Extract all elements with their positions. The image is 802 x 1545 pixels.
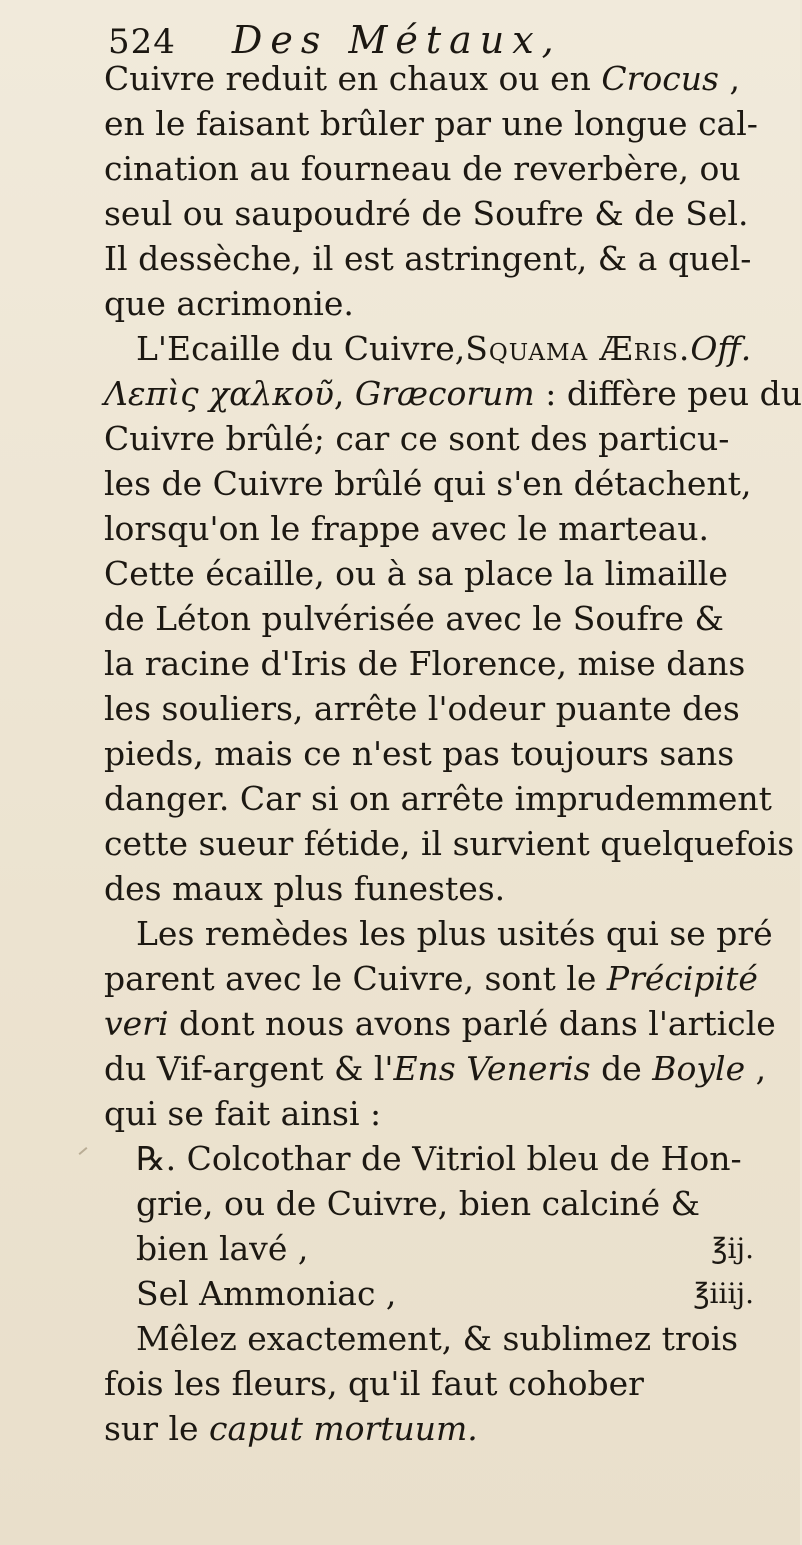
text-line: seul ou saupoudré de Soufre & de Sel. [104,194,749,233]
italic-term: Ens Veneris [393,1049,591,1088]
text-line [104,956,774,1001]
italic-term: caput mortuum. [209,1409,478,1448]
text-span: dont nous avons parlé dans l'article [168,1004,776,1043]
text-line: danger. Car si on arrête imprudemment [104,779,772,818]
recipe-quantity: ℥ij. [711,1232,754,1265]
italic-term: veri [104,1004,169,1043]
recipe-icon: ℞. [136,1139,177,1178]
text-line: pieds, mais ce n'est pas toujours sans [104,734,735,773]
text-line: les souliers, arrête l'odeur puante des [104,689,740,728]
italic-term: Græcorum [354,374,535,413]
text-line: en le faisant brûler par une longue cal- [104,104,758,143]
recipe-line: fois les fleurs, qu'il faut cohober [104,1364,644,1403]
text-line: des maux plus funestes. [104,869,506,908]
ingredient-name: Sel Ammoniac , [136,1274,397,1313]
italic-term: Précipité [606,959,758,998]
text-span: bien lavé , [136,1229,309,1268]
text-span: Cuivre reduit en chaux ou en [104,59,602,98]
page-number: 524 [108,22,176,62]
text-line: qui se fait ainsi : [104,1094,382,1133]
italic-term: Crocus [601,59,719,98]
text-span: L'Ecaille du Cuivre, [136,329,466,368]
paper-mark [79,1147,88,1155]
text-line: lorsqu'on le frappe avec le marteau. [104,509,710,548]
body-text [104,56,802,1451]
smallcaps-term: Squama Æris. [465,329,691,368]
italic-abbrev: Off. [690,329,752,368]
text-line: que acrimonie. [104,284,354,323]
text-line [104,56,774,101]
text-line: Les remèdes les plus usités qui se pré [136,914,773,953]
greek-term: Λεπὶς χαλκοῦ [104,374,334,413]
text-span: : diffère peu du [534,374,802,413]
text-span: du Vif-argent & l' [104,1049,394,1088]
recipe-line [104,1136,774,1181]
recipe-line [104,1271,774,1316]
text-span: , [745,1049,767,1088]
text-line: cette sueur fétide, il survient quelquefois [104,824,795,863]
text-line: la racine d'Iris de Florence, mise dans [104,644,746,683]
running-title: Des Métaux, [231,18,562,62]
text-line: Cette écaille, ou à sa place la limaille [104,554,728,593]
text-line [104,1046,774,1091]
text-span: sur le [104,1409,210,1448]
text-line [104,1001,774,1046]
text-span: Colcothar de Vitriol bleu de Hon- [186,1139,742,1178]
italic-name: Boyle [652,1049,746,1088]
text-span: parent avec le Cuivre, sont le [104,959,607,998]
recipe-line: grie, ou de Cuivre, bien calciné & [136,1184,701,1223]
text-line: cination au fourneau de reverbère, ou [104,149,741,188]
recipe-line [104,1406,774,1451]
text-span: , [333,374,355,413]
text-span: , [718,59,740,98]
recipe-line: Mêlez exactement, & sublimez trois [136,1319,739,1358]
recipe-line [104,1226,774,1271]
text-line: les de Cuivre brûlé qui s'en détachent, [104,464,752,503]
text-line: Cuivre brûlé; car ce sont des particu- [104,419,730,458]
text-line [104,326,774,371]
text-line: de Léton pulvérisée avec le Soufre & [104,599,724,638]
text-span: de [590,1049,653,1088]
recipe-quantity: ℥iiij. [693,1277,754,1310]
text-line: Il dessèche, il est astringent, & a quel- [104,239,752,278]
text-line [104,371,802,416]
